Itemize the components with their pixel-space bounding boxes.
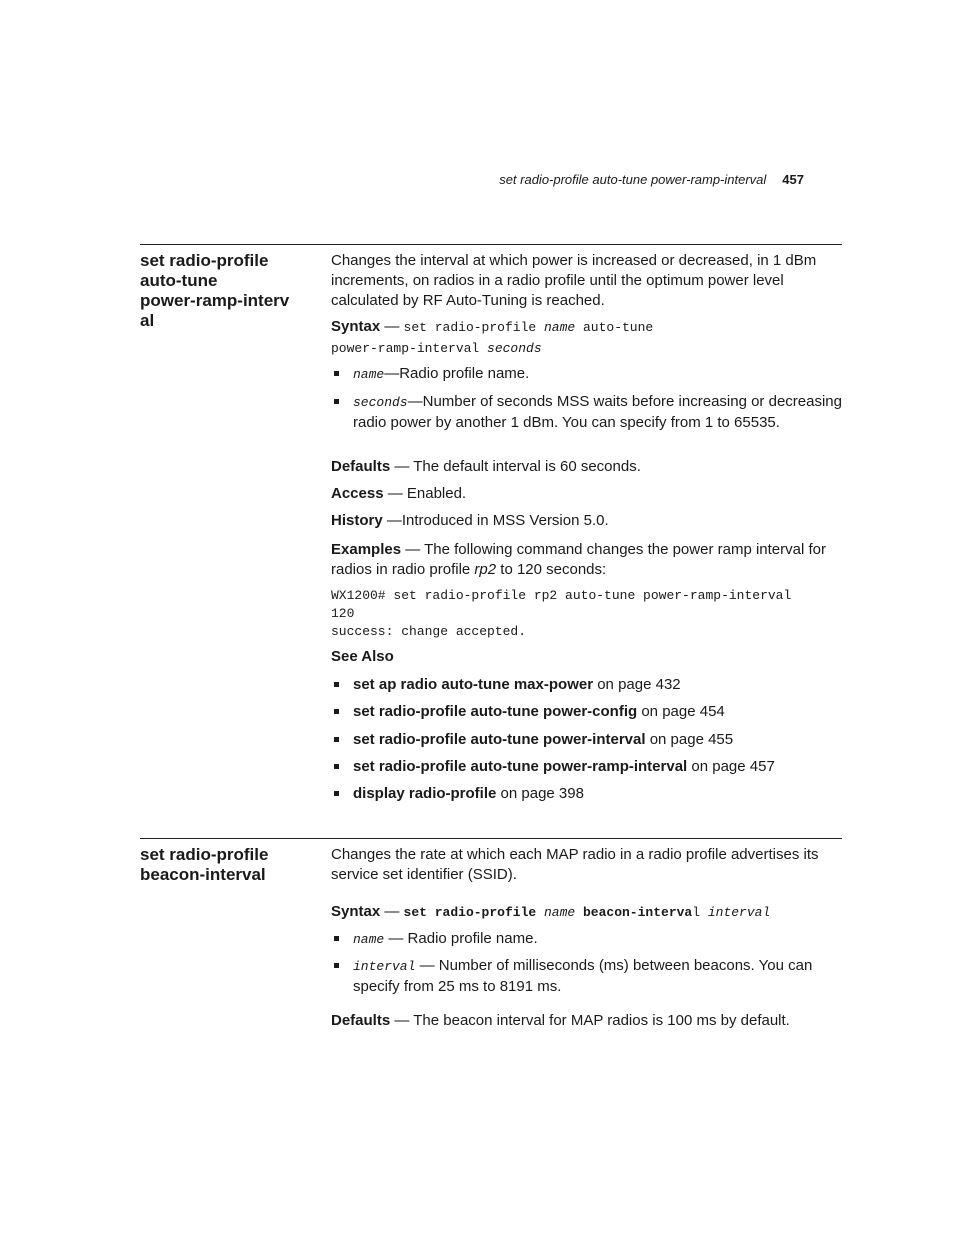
code-line: WX1200# set radio-profile rp2 auto-tune power-ramp-interval <box>331 588 792 603</box>
defaults-text: — The default interval is 60 seconds. <box>390 458 641 475</box>
section-title-line: auto-tune <box>140 271 218 290</box>
param-item <box>331 929 843 950</box>
section-title <box>140 845 315 885</box>
see-also-link[interactable]: display radio-profile <box>353 785 497 802</box>
param-name: seconds <box>353 395 408 410</box>
syntax-command: power-ramp-interval <box>331 341 488 356</box>
param-desc: — Radio profile name. <box>384 930 538 947</box>
page-number: 457 <box>782 172 804 187</box>
see-also-link[interactable]: set radio-profile auto-tune power-ramp-interval <box>353 758 688 775</box>
syntax-command: set radio-profile <box>403 320 544 335</box>
section-divider <box>140 838 842 839</box>
section-title-line: beacon-interval <box>140 865 266 884</box>
dash: — <box>380 318 404 335</box>
code-line: 120 <box>331 606 355 621</box>
dash: — <box>380 903 404 920</box>
section-title-line: set radio-profile <box>140 251 269 270</box>
defaults-line <box>331 1012 790 1029</box>
syntax-line <box>331 318 653 335</box>
see-also-item <box>331 784 843 804</box>
param-item <box>331 364 843 385</box>
page-ref: on page 457 <box>687 758 775 775</box>
section-title-line: al <box>140 311 155 330</box>
syntax-command: beacon-interva <box>575 905 693 920</box>
history-text: —Introduced in MSS Version 5.0. <box>382 512 609 529</box>
description: Changes the rate at which each MAP radio in a radio profile advertises its service set identifier (SSID). <box>331 846 819 883</box>
see-also-link[interactable]: set ap radio auto-tune max-power <box>353 676 594 693</box>
section-title-line: set radio-profile <box>140 845 269 864</box>
page-ref: on page 398 <box>496 785 584 802</box>
syntax-command: auto-tune <box>575 320 654 335</box>
syntax-argument: interval <box>707 905 771 920</box>
see-also-item <box>331 730 843 750</box>
section-title <box>140 251 315 331</box>
history-line <box>331 512 609 529</box>
syntax-line-2 <box>331 339 542 356</box>
syntax-command: l <box>692 905 708 920</box>
defaults-text: — The beacon interval for MAP radios is 100 ms by default. <box>390 1012 790 1029</box>
running-header <box>499 172 804 187</box>
syntax-argument: name <box>543 905 576 920</box>
syntax-label: Syntax <box>331 318 381 335</box>
syntax-argument: seconds <box>487 341 542 356</box>
examples-profile: rp2 <box>474 561 497 578</box>
param-desc: — Number of milliseconds (ms) between beacons. You can specify from 25 ms to 8191 ms. <box>353 957 813 995</box>
access-text: — Enabled. <box>383 485 467 502</box>
param-name: name <box>353 367 385 382</box>
section-divider <box>140 244 842 245</box>
running-header-title: set radio-profile auto-tune power-ramp-interval <box>499 172 767 187</box>
page-ref: on page 432 <box>593 676 681 693</box>
see-also-item <box>331 757 843 777</box>
see-also-item <box>331 702 843 722</box>
access-label: Access <box>331 485 384 502</box>
access-line <box>331 485 466 502</box>
description: Changes the interval at which power is increased or decreased, in 1 dBm increments, on radios in a radio profile until the optimum power level calculated by RF Auto-Tuning is reached. <box>331 252 817 309</box>
syntax-label: Syntax <box>331 903 381 920</box>
code-line: success: change accepted. <box>331 624 527 639</box>
examples-label: Examples <box>331 541 402 558</box>
syntax-argument: name <box>543 320 576 335</box>
syntax-line <box>331 903 770 920</box>
param-name: name <box>353 932 385 947</box>
syntax-command: set radio-profile <box>403 905 544 920</box>
defaults-label: Defaults <box>331 1012 391 1029</box>
param-name: interval <box>353 959 416 974</box>
see-also-link[interactable]: set radio-profile auto-tune power-interval <box>353 731 646 748</box>
section-title-line: power-ramp-interv <box>140 291 290 310</box>
see-also-heading: See Also <box>331 648 394 665</box>
param-desc: —Number of seconds MSS waits before increasing or decreasing radio power by another 1 dBm. You can specify from 1 to 65535. <box>353 393 842 431</box>
see-also-link[interactable]: set radio-profile auto-tune power-config <box>353 703 638 720</box>
see-also-item <box>331 675 843 695</box>
param-item <box>331 956 843 997</box>
param-item <box>331 392 843 433</box>
page-ref: on page 454 <box>637 703 725 720</box>
page-ref: on page 455 <box>645 731 734 748</box>
defaults-line <box>331 458 641 475</box>
examples-paragraph <box>331 540 843 580</box>
examples-text: — The following command changes the power ramp interval for radios in radio profile <box>331 541 826 578</box>
history-label: History <box>331 512 383 529</box>
param-desc: —Radio profile name. <box>384 365 530 382</box>
defaults-label: Defaults <box>331 458 391 475</box>
examples-text: to 120 seconds: <box>496 561 607 578</box>
